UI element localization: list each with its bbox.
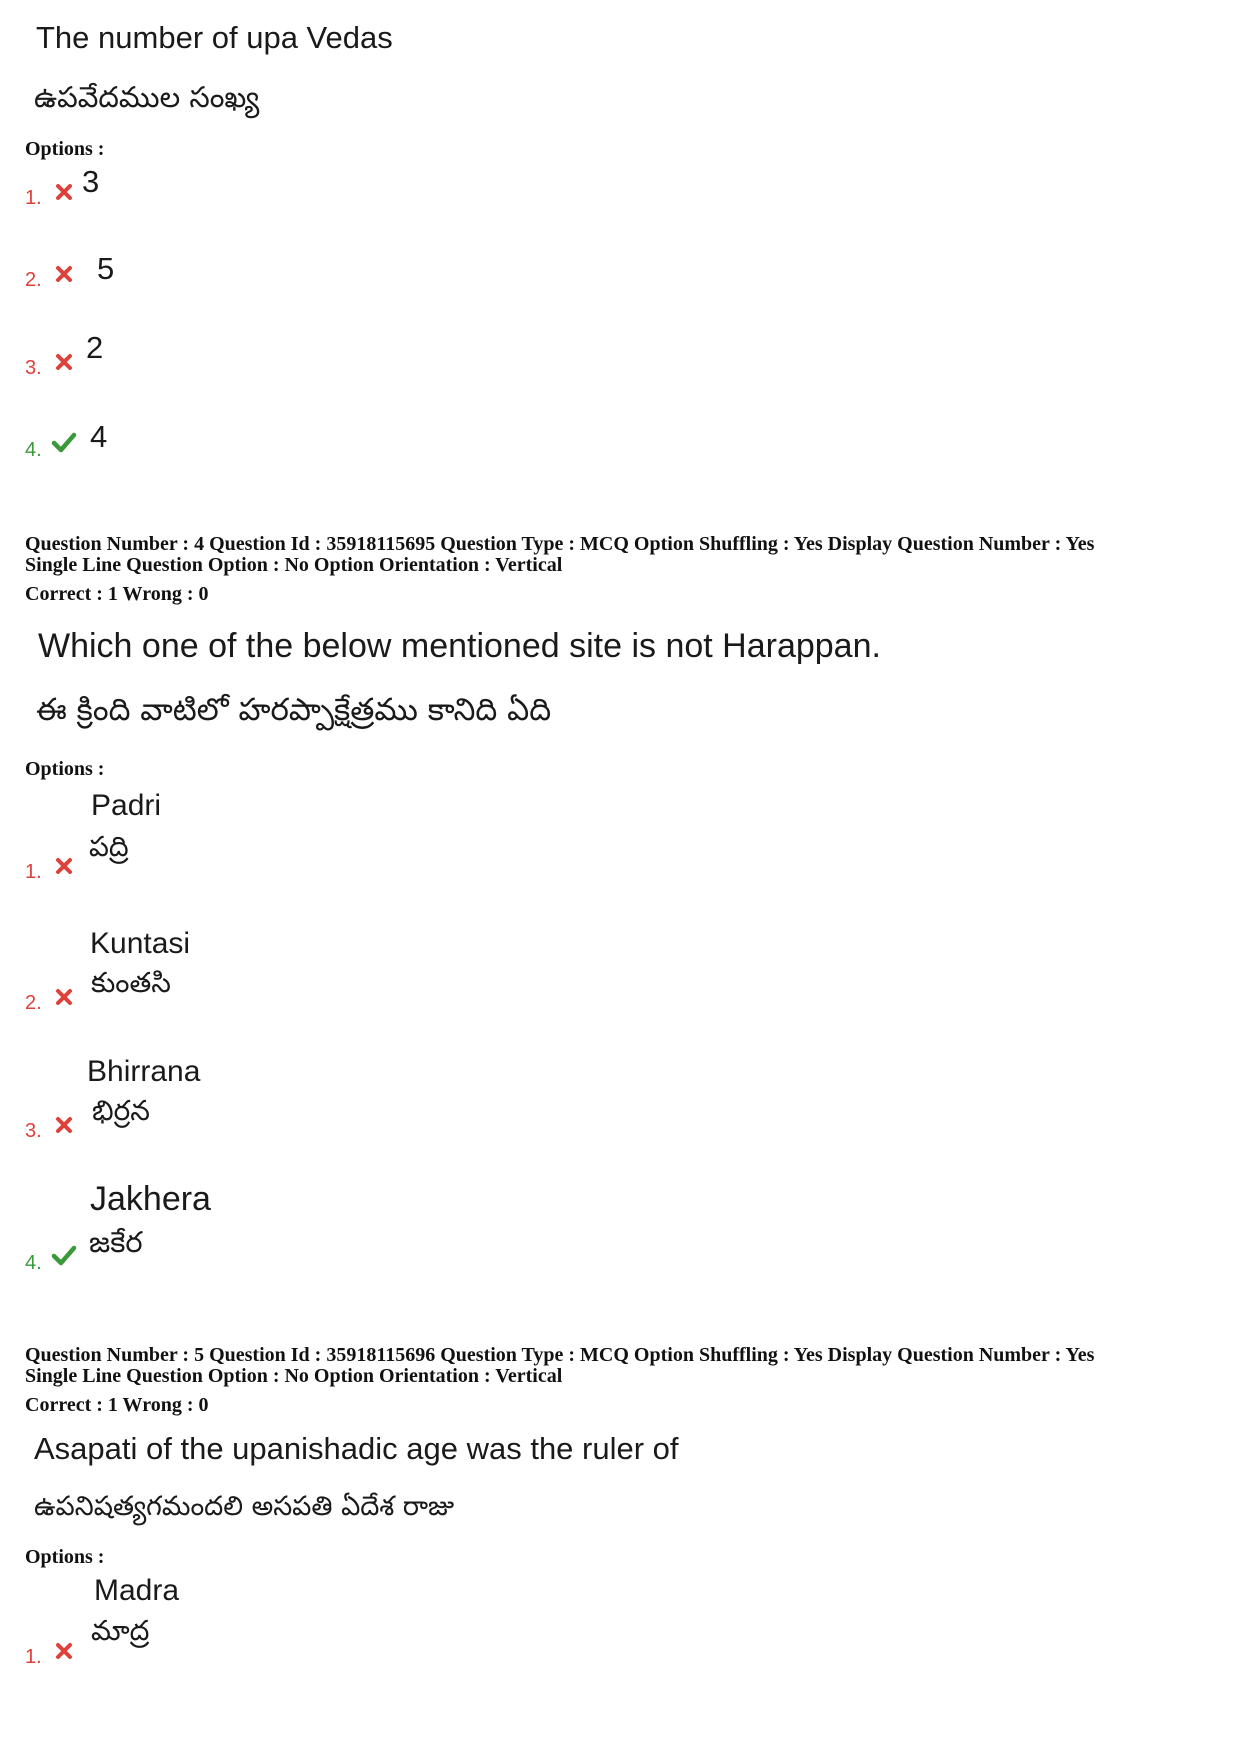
question-text-en: Which one of the below mentioned site is not Harappan. [38,627,881,665]
options-label: Options : [25,758,105,780]
question-text-te: ఉపనిషత్యగమందలి అసపతి ఏదేశ రాజు [34,1491,455,1522]
cross-icon [53,263,75,285]
score-line: Correct : 1 Wrong : 0 [25,1394,209,1416]
question-text-en: The number of upa Vedas [36,20,393,55]
option-number: 2. [25,269,42,291]
option-number: 3. [25,357,42,379]
option-text-te: పద్రి [89,830,129,863]
cross-icon [53,351,75,373]
cross-icon [53,1640,75,1662]
options-label: Options : [25,138,105,160]
cross-icon [53,855,75,877]
option-text-en: Kuntasi [90,927,191,960]
option-number: 1. [25,1646,42,1668]
option-text: 5 [97,251,115,286]
question-text-en: Asapati of the upanishadic age was the ruler of [34,1431,679,1466]
option-text-te: భిర్రన [92,1094,150,1127]
cross-icon [53,1114,75,1136]
question-text-te: ఉపవేదముల సంఖ్య [34,80,260,114]
option-number: 1. [25,187,42,209]
option-text: 2 [86,330,104,365]
question-meta-line2: Single Line Question Option : No Option Orientation : Vertical [25,1365,563,1387]
option-text-en: Madra [94,1574,180,1607]
cross-icon [53,986,75,1008]
option-number: 2. [25,992,42,1014]
option-text-en: Padri [91,789,162,822]
option-text-en: Bhirrana [87,1055,201,1088]
option-text: 4 [90,419,108,454]
option-text-te: మాద్ర [91,1614,150,1647]
option-number: 1. [25,861,42,883]
option-number: 3. [25,1120,42,1142]
options-label: Options : [25,1546,105,1568]
option-text: 3 [82,164,100,199]
score-line: Correct : 1 Wrong : 0 [25,583,209,605]
check-icon [51,430,77,454]
question-meta-line1: Question Number : 5 Question Id : 35918115696 Question Type : MCQ Option Shuffling : Yes Display Question Number : Yes [25,1344,1095,1366]
option-text-en: Jakhera [90,1180,211,1218]
option-text-te: కుంతసి [91,966,171,999]
check-icon [51,1243,77,1267]
option-text-te: జకేర [89,1225,143,1259]
question-meta-line1: Question Number : 4 Question Id : 35918115695 Question Type : MCQ Option Shuffling : Yes Display Question Number : Yes [25,533,1095,555]
option-number: 4. [25,1252,42,1274]
question-text-te: ఈ క్రింది వాటిలో హరప్పాక్షేత్రము కానిది ఏది [36,692,552,728]
cross-icon [53,181,75,203]
option-number: 4. [25,439,42,461]
question-meta-line2: Single Line Question Option : No Option Orientation : Vertical [25,554,563,576]
